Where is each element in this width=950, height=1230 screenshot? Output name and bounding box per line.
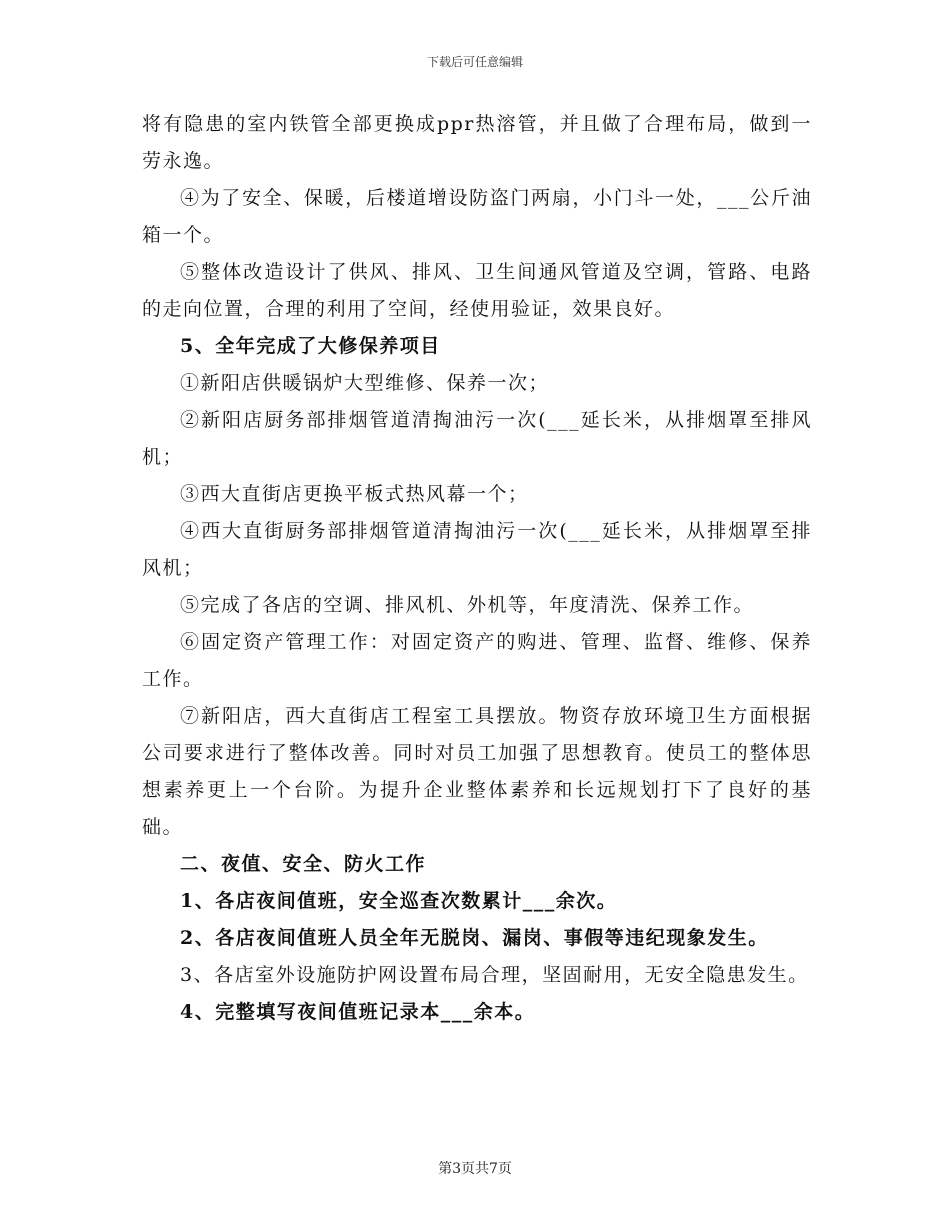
body-paragraph: ⑦新阳店，西大直街店工程室工具摆放。物资存放环境卫生方面根据公司要求进行了整体改善。同时对员工加强了思想教育。使员工的整体思想素养更上一个台阶。为提升企业整体素养和长远规划打下了良好的基础。	[142, 705, 812, 838]
section-heading: 1、各店夜间值班，安全巡查次数累计___余次。	[180, 890, 618, 912]
body-paragraph: ⑥固定资产管理工作：对固定资产的购进、管理、监督、维修、保养工作。	[142, 631, 812, 690]
document-body	[142, 106, 812, 1031]
section-heading: 4、完整填写夜间值班记录本___余本。	[180, 1001, 536, 1023]
page-header-note: 下载后可任意编辑	[426, 55, 523, 69]
body-paragraph: 3、各店室外设施防护网设置布局合理，坚固耐用，无安全隐患发生。	[180, 964, 809, 986]
body-paragraph: ⑤完成了各店的空调、排风机、外机等，年度清洗、保养工作。	[180, 594, 755, 616]
body-paragraph: ③西大直街店更换平板式热风幕一个；	[180, 483, 529, 505]
section-heading: 2、各店夜间值班人员全年无脱岗、漏岗、事假等违纪现象发生。	[180, 927, 769, 949]
body-paragraph: ④西大直街厨务部排烟管道清掏油污一次(___延长米，从排烟罩至排风机；	[142, 520, 812, 579]
page-number: 第3页共7页	[438, 1161, 512, 1177]
body-paragraph: ⑤整体改造设计了供风、排风、卫生间通风管道及空调，管路、电路的走向位置，合理的利用了空间，经使用验证，效果良好。	[142, 261, 812, 320]
body-paragraph: 将有隐患的室内铁管全部更换成ppr热溶管，并且做了合理布局，做到一劳永逸。	[142, 113, 812, 172]
section-heading: 5、全年完成了大修保养项目	[180, 335, 441, 357]
body-paragraph: ②新阳店厨务部排烟管道清掏油污一次(___延长米，从排烟罩至排风机；	[142, 409, 812, 468]
body-paragraph: ①新阳店供暖锅炉大型维修、保养一次；	[180, 372, 550, 394]
section-heading: 二、夜值、安全、防火工作	[180, 853, 427, 875]
body-paragraph: ④为了安全、保暖，后楼道增设防盗门两扇，小门斗一处，___公斤油箱一个。	[142, 187, 812, 246]
